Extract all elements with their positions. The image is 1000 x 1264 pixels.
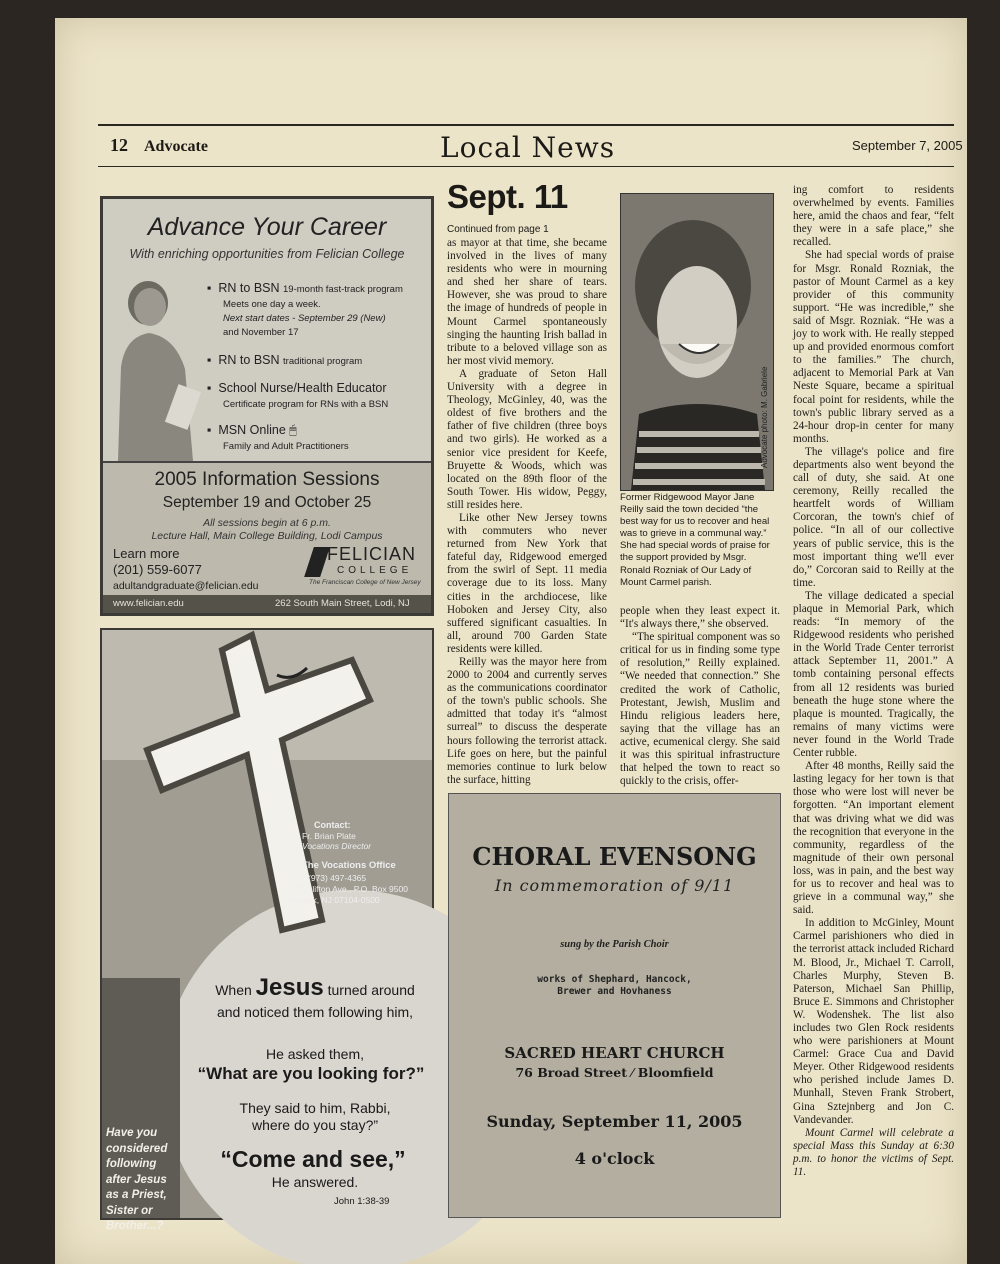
article-headline: Sept. 11 xyxy=(447,178,568,215)
felician-logo-mark xyxy=(304,547,330,577)
paragraph: ing comfort to residents overwhelmed by events. Families here, amid the chaos and fear, “felt they were in a safe place,” she recalled. xyxy=(793,184,954,249)
program-item: ▪ RN to BSN 19-month fast-track program xyxy=(207,281,403,295)
nurse-photo xyxy=(113,277,203,461)
program-line: and November 17 xyxy=(223,327,299,338)
header-top-rule xyxy=(98,124,954,126)
church-address xyxy=(449,1065,780,1080)
word-when: When xyxy=(215,982,252,998)
sessions-note-time: All sessions begin at 6 p.m. xyxy=(203,517,331,529)
paragraph: After 48 months, Reilly said the lasting legacy for her town is that those who were lost will never be forgotten. “An important element that was driving what we did was the recognition that everyone in the community, regardless of the magnitude of their own personal loss, was in pain, and the best way for us to recover and heal was to grieve in a communal way,” she said. xyxy=(793,760,954,917)
photo-caption: Former Ridgewood Mayor Jane Reilly said the town decided “the best way for us to recover and heal was to grieve in a communal way.” She had special words of praise for the support provided by Msgr. Ronald Rozniak of Our Lady of Mount Carmel parish. xyxy=(620,492,770,588)
paragraph: as mayor at that time, she became involved in the lives of many residents who were in mourning and shed her share of tears. However, she was proud to share the image of hundreds of people in Mount Carmel spontaneously singing the haunting Irish ballad in tribute to a beloved village son as her most vivid memory. xyxy=(447,237,607,367)
word-jesus: Jesus xyxy=(255,974,324,1001)
scripture-line1 xyxy=(200,974,430,1002)
paragraph: people when they least expect it. “It's always there,” she observed. xyxy=(620,605,780,631)
program-name: School Nurse/Health Educator xyxy=(218,381,387,395)
ad-address: 262 South Main Street, Lodi, NJ xyxy=(275,598,410,609)
scripture-line3: He asked them, xyxy=(265,1046,365,1062)
felician-logo-name: FELICIAN xyxy=(327,544,417,564)
paragraph: Reilly was the mayor here from 2000 to 2004 and currently serves as the communications coordinator of the town's public schools. She admitted that today it's “almost surreal” to discuss the desperate hours following the terrorist attack. Life goes on here, but the painful memories continue to lurk below the surface, hitting xyxy=(447,656,607,786)
program-name: RN to BSN xyxy=(218,353,280,367)
page-number: 12 xyxy=(110,135,128,155)
event-date: Sunday, September 11, 2005 xyxy=(486,1112,743,1131)
paragraph: Like other New Jersey towns with commuters who never returned from New York that fateful day, Ridgewood emerged from the swirl of Sept. 11 media coverage due to its loss. Many cities in the archdiocese, like Hoboken and Jersey City, also suffered significant casualties. In all, around 700 Garden State residents were killed. xyxy=(447,511,607,655)
mouse-icon: 🖱 xyxy=(289,423,297,437)
office-address1: 171Clifton Ave., P.O. Box 9500 xyxy=(292,884,408,894)
scripture-answered: He answered. xyxy=(271,1174,359,1190)
contact-title: Vocations Director xyxy=(302,841,372,851)
closing-note: Mount Carmel will celebrate a special Mass this Sunday at 6:30 p.m. to honor the victims of Sept. 11. xyxy=(793,1126,954,1179)
church-name: SACRED HEART CHURCH xyxy=(504,1044,725,1062)
word-turned: turned around xyxy=(327,982,415,998)
ad-phone: (201) 559-6077 xyxy=(113,562,202,577)
choral-title: CHORAL EVENSONG xyxy=(472,842,757,871)
sung-by: sung by the Parish Choir xyxy=(560,939,669,950)
paragraph: “The spiritual component was so critical for us in finding some type of resolution,” Reilly explained. “We needed that connection.” She credited the work of Catholic, Protestant, Jewish, Muslim and Hindu religious leaders here, saying that the village has an active, ecumenical clergy. She said it was this spiritual infrastructure that helped the town to react so quickly to the crisis, offer- xyxy=(620,631,780,788)
program-detail: traditional program xyxy=(283,356,363,367)
photo-credit-container xyxy=(758,340,772,470)
felician-college-ad xyxy=(100,196,434,616)
office-label: The Vocations Office xyxy=(302,860,396,871)
event-time: 4 o'clock xyxy=(574,1149,655,1168)
continued-note: Continued from page 1 xyxy=(447,224,549,235)
article-column-2 xyxy=(620,605,780,791)
vocation-question: Have you considered following after Jesus as a Priest, Sister or Brother...? xyxy=(106,1127,168,1232)
ad-website: www.felician.edu xyxy=(113,598,184,609)
header-date: September 7, 2005 xyxy=(852,138,963,153)
slash-icon: ⁄ xyxy=(631,1065,634,1080)
program-line: Family and Adult Practitioners xyxy=(223,441,349,452)
program-item: ▪ RN to BSN traditional program xyxy=(207,353,363,367)
ad-divider xyxy=(103,461,431,463)
reilly-photo xyxy=(620,193,774,491)
program-line: Meets one day a week. xyxy=(223,299,321,310)
paragraph: She had special words of praise for Msgr. Ronald Rozniak, the pastor of Mount Carmel as a key provider of this community support. “He was incredible,” she said of Msgr. Rozniak. “He was a joy to work with. He really stepped up and provided enormous comfort to the families.” The church, adjacent to Memorial Park at Van Neste Square, became a spiritual focal point for residents, while the town's public library served as a 24-hour drop-in center for many months. xyxy=(793,249,954,445)
works-line2: Brewer and Hovhaness xyxy=(557,986,672,997)
learn-more: Learn more xyxy=(113,546,180,561)
ad-email: adultandgraduate@felician.edu xyxy=(113,580,259,592)
office-address2: Newark, NJ 07104-0500 xyxy=(288,895,380,905)
scripture-question: “What are you looking for?” xyxy=(197,1064,425,1083)
sessions-dates: September 19 and October 25 xyxy=(162,494,372,511)
felician-logo-tagline: The Franciscan College of New Jersey xyxy=(309,579,421,586)
scripture-line5: They said to him, Rabbi, xyxy=(239,1100,391,1116)
program-item: ▪ MSN Online 🖱 xyxy=(207,423,297,437)
paper-name: Advocate xyxy=(144,138,208,155)
sessions-note-place: Lecture Hall, Main College Building, Lodi Campus xyxy=(151,530,383,542)
header-bottom-rule xyxy=(98,166,954,167)
choral-subtitle: In commemoration of 9/11 xyxy=(494,876,735,895)
scripture-line2: and noticed them following him, xyxy=(216,1004,414,1020)
town: Bloomfield xyxy=(637,1065,714,1080)
come-and-see: “Come and see,” xyxy=(220,1146,406,1172)
office-phone: (973) 497-4365 xyxy=(308,873,367,883)
paragraph: The village dedicated a special plaque in Memorial Park, which reads: “In memory of the Ridgewood residents who perished in the World Trade Center terrorist attack September 11, 2001.” A tomb containing personal effects from all 12 residents was buried beneath the huge stone where the plaque is mounted. Tragically, the remains of many victims were never found in the World Trade Center rubble. xyxy=(793,589,954,760)
sessions-title: 2005 Information Sessions xyxy=(154,469,380,490)
program-item: ▪ School Nurse/Health Educator xyxy=(207,381,387,395)
paragraph: The village's police and fire departments also went beyond the call of duty, she said. At one ceremony, Reilly recalled the heartfelt words of William Corcoran, the town's chief of police. “In all of our collective years of public service, this is the most important thing we'll ever do,” Corcoran said to Reilly at the time. xyxy=(793,445,954,589)
works-line1: works of Shephard, Hancock, xyxy=(537,974,692,985)
program-name: RN to BSN xyxy=(218,281,280,295)
street: 76 Broad Street xyxy=(515,1065,627,1080)
felician-logo-sub: COLLEGE xyxy=(337,565,413,576)
article-column-3 xyxy=(793,184,954,1220)
paragraph: A graduate of Seton Hall University with a degree in Theology, McGinley, 40, was the oldest of five brothers and the father of five children (three boys and two girls). He worked as a senior vice president for Keefe, Bruyette & Woods, which was located on the 89th floor of the South Tower. His widow, Peggy, still resides here. xyxy=(447,367,607,511)
program-name: MSN Online xyxy=(218,423,286,437)
vocations-ad xyxy=(100,628,434,1232)
scripture-citation: John 1:38-39 xyxy=(334,1196,390,1207)
contact-name: Fr. Brian Plate xyxy=(302,831,356,841)
contact-label: Contact: xyxy=(314,820,351,830)
program-detail: 19-month fast-track program xyxy=(283,284,403,295)
photo-credit: Advocate photo: M. Gabriele xyxy=(760,366,769,468)
program-line: Next start dates - September 29 (New) xyxy=(223,313,386,324)
program-line: Certificate program for RNs with a BSN xyxy=(223,399,389,410)
scripture-line6: where do you stay?” xyxy=(251,1117,379,1133)
ad-subtitle: With enriching opportunities from Felician College xyxy=(129,247,405,261)
section-title: Local News xyxy=(440,131,616,164)
choral-evensong-ad xyxy=(448,793,781,1218)
ad-title: Advance Your Career xyxy=(147,213,387,241)
article-column-1 xyxy=(447,237,607,795)
paragraph: In addition to McGinley, Mount Carmel parishioners who died in the terrorist attack included Richard M. Blood, Jr., Michael T. Carroll, Charles Murphy, Steven B. Paterson, Michael San Phillip, Bruce E. Simmons and Christopher W. Wodenshek. The list also includes two Glen Rock residents who were parishioners at Mount Carmel: Grace Cua and David Meyer. Other Ridgewood residents who perished include James D. Munhall, Steven Frank Strobert, Gina Sztejnberg and Jon C. Vandevander. xyxy=(793,917,954,1126)
